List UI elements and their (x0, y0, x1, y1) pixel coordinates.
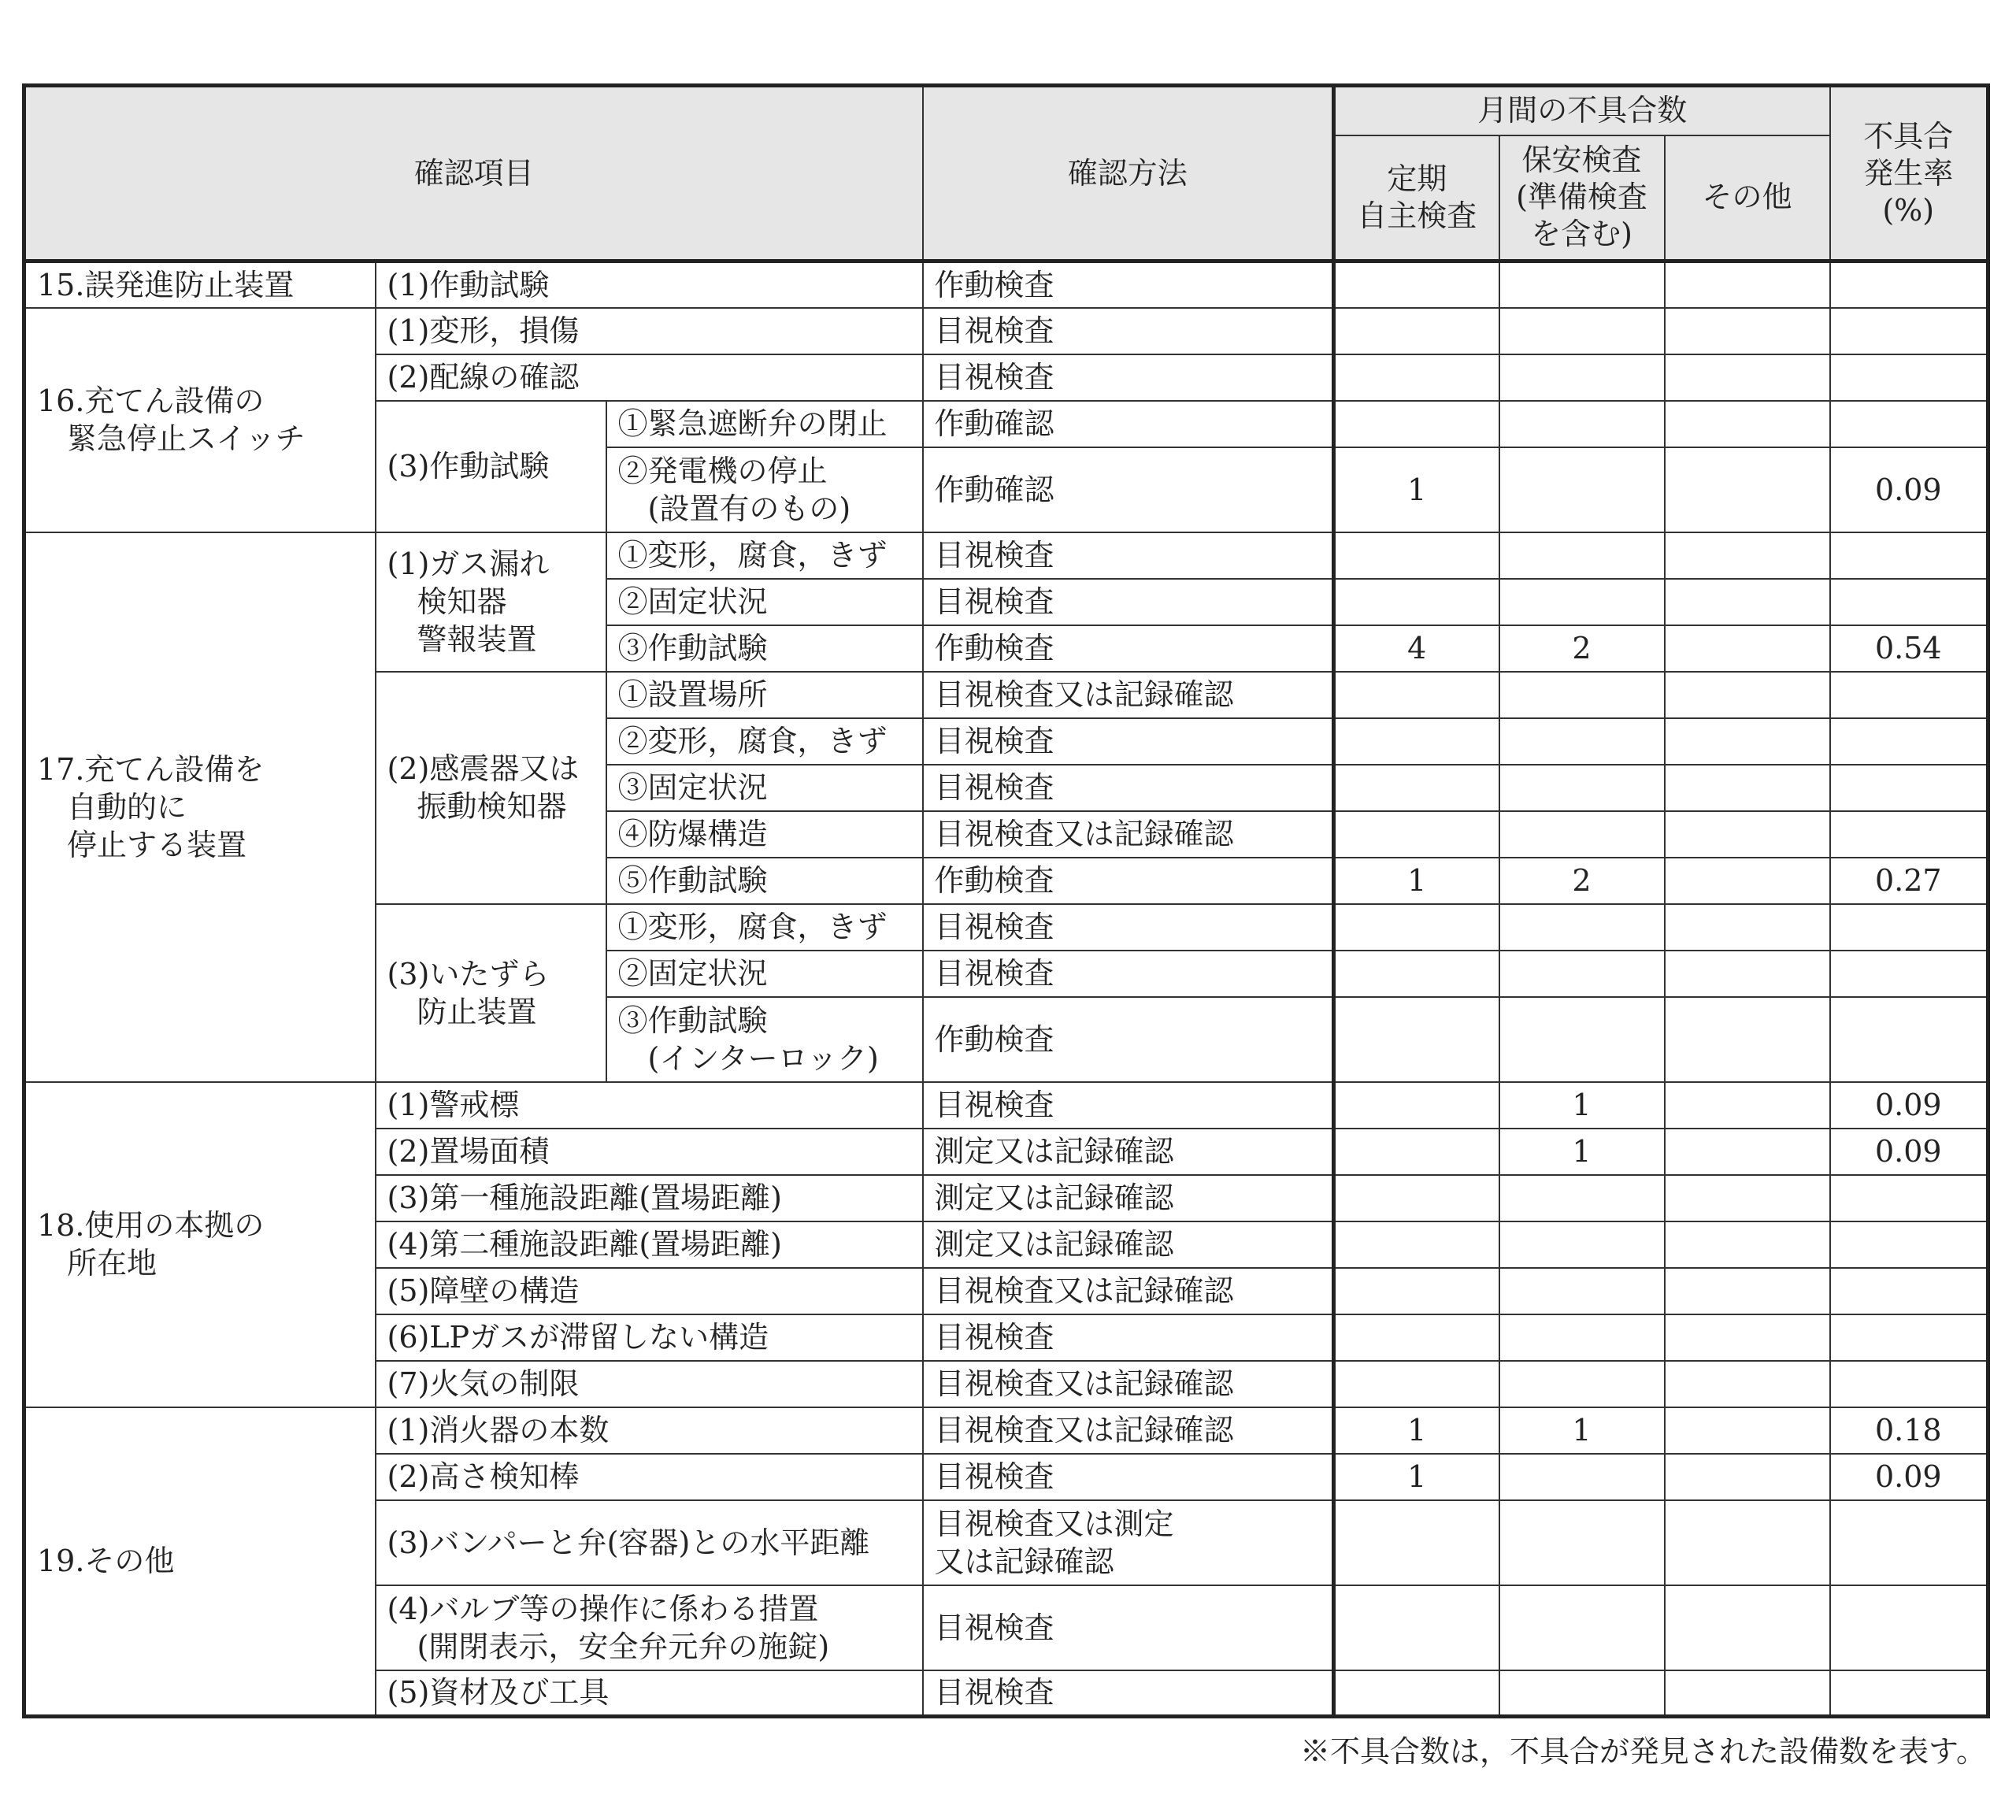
periodic-count (1334, 1082, 1499, 1129)
mid-item: (3)作動試験 (376, 401, 606, 532)
check-method: 作動検査 (923, 997, 1334, 1082)
mid-item: (2)高さ検知棒 (376, 1454, 923, 1500)
periodic-count (1334, 997, 1499, 1082)
defect-rate: 0.09 (1830, 1082, 1988, 1129)
other-count (1665, 997, 1830, 1082)
minor-item: ①変形，腐食，きず (606, 532, 923, 579)
header-other: その他 (1665, 135, 1830, 261)
defect-rate (1830, 401, 1988, 447)
other-count (1665, 1129, 1830, 1175)
mid-item: (6)LPガスが滞留しない構造 (376, 1314, 923, 1361)
safety-count (1499, 447, 1665, 532)
minor-item: ②固定状況 (606, 579, 923, 625)
major-item: 15.誤発進防止装置 (24, 261, 376, 308)
defect-rate (1830, 1221, 1988, 1268)
other-count (1665, 1221, 1830, 1268)
other-count (1665, 811, 1830, 858)
footnote: ※不具合数は，不具合が発見された設備数を表す。 (1300, 1734, 1986, 1769)
defect-rate (1830, 951, 1988, 997)
periodic-count (1334, 1175, 1499, 1221)
other-count (1665, 718, 1830, 765)
safety-count (1499, 718, 1665, 765)
periodic-count (1334, 811, 1499, 858)
defect-rate (1830, 1361, 1988, 1407)
other-count (1665, 308, 1830, 354)
safety-count (1499, 811, 1665, 858)
mid-item: (3)第一種施設距離(置場距離) (376, 1175, 923, 1221)
periodic-count (1334, 1221, 1499, 1268)
safety-count (1499, 1670, 1665, 1717)
minor-item: ②固定状況 (606, 951, 923, 997)
check-method: 目視検査 (923, 1314, 1334, 1361)
safety-count (1499, 1454, 1665, 1500)
periodic-count (1334, 672, 1499, 718)
defect-rate (1830, 308, 1988, 354)
check-method: 目視検査 (923, 951, 1334, 997)
defect-rate: 0.27 (1830, 858, 1988, 904)
other-count (1665, 1454, 1830, 1500)
mid-item: (1)消火器の本数 (376, 1407, 923, 1454)
other-count (1665, 1407, 1830, 1454)
mid-item: (1)ガス漏れ 検知器 警報装置 (376, 532, 606, 672)
periodic-count: 1 (1334, 1454, 1499, 1500)
check-method: 目視検査 (923, 765, 1334, 811)
mid-item: (5)障壁の構造 (376, 1268, 923, 1314)
defect-rate (1830, 354, 1988, 401)
mid-item: (3)いたずら 防止装置 (376, 904, 606, 1082)
other-count (1665, 401, 1830, 447)
periodic-count (1334, 1361, 1499, 1407)
safety-count (1499, 1585, 1665, 1670)
mid-item: (1)変形，損傷 (376, 308, 923, 354)
check-method: 測定又は記録確認 (923, 1129, 1334, 1175)
check-method: 測定又は記録確認 (923, 1175, 1334, 1221)
safety-count (1499, 1268, 1665, 1314)
safety-count (1499, 261, 1665, 308)
check-method: 目視検査 (923, 1670, 1334, 1717)
mid-item: (1)作動試験 (376, 261, 923, 308)
other-count (1665, 765, 1830, 811)
defect-rate (1830, 904, 1988, 951)
periodic-count (1334, 1129, 1499, 1175)
mid-item: (1)警戒標 (376, 1082, 923, 1129)
periodic-count: 1 (1334, 447, 1499, 532)
check-method: 作動確認 (923, 447, 1334, 532)
periodic-count (1334, 1268, 1499, 1314)
safety-count (1499, 904, 1665, 951)
defect-rate (1830, 579, 1988, 625)
check-method: 目視検査 (923, 718, 1334, 765)
defect-rate (1830, 1175, 1988, 1221)
periodic-count (1334, 401, 1499, 447)
other-count (1665, 1361, 1830, 1407)
mid-item: (2)感震器又は 振動検知器 (376, 672, 606, 904)
check-method: 目視検査又は記録確認 (923, 1268, 1334, 1314)
mid-item: (4)バルブ等の操作に係わる措置 (開閉表示，安全弁元弁の施錠) (376, 1585, 923, 1670)
other-count (1665, 625, 1830, 672)
other-count (1665, 1585, 1830, 1670)
defect-rate (1830, 1500, 1988, 1585)
other-count (1665, 532, 1830, 579)
mid-item: (4)第二種施設距離(置場距離) (376, 1221, 923, 1268)
defect-rate: 0.54 (1830, 625, 1988, 672)
other-count (1665, 1670, 1830, 1717)
defect-rate: 0.09 (1830, 447, 1988, 532)
minor-item: ②変形，腐食，きず (606, 718, 923, 765)
mid-item: (5)資材及び工具 (376, 1670, 923, 1717)
safety-count (1499, 401, 1665, 447)
header-check-method: 確認方法 (923, 86, 1334, 261)
defect-rate (1830, 1585, 1988, 1670)
periodic-count (1334, 1314, 1499, 1361)
periodic-count (1334, 579, 1499, 625)
safety-count: 1 (1499, 1407, 1665, 1454)
defect-rate: 0.18 (1830, 1407, 1988, 1454)
check-method: 作動確認 (923, 401, 1334, 447)
minor-item: ④防爆構造 (606, 811, 923, 858)
minor-item: ⑤作動試験 (606, 858, 923, 904)
safety-count: 2 (1499, 858, 1665, 904)
safety-count: 1 (1499, 1082, 1665, 1129)
defect-rate (1830, 1670, 1988, 1717)
other-count (1665, 1314, 1830, 1361)
check-method: 目視検査 (923, 1454, 1334, 1500)
defect-rate: 0.09 (1830, 1129, 1988, 1175)
safety-count (1499, 1500, 1665, 1585)
periodic-count (1334, 308, 1499, 354)
minor-item: ③作動試験 (606, 625, 923, 672)
check-method: 目視検査又は測定 又は記録確認 (923, 1500, 1334, 1585)
safety-count (1499, 308, 1665, 354)
periodic-count (1334, 951, 1499, 997)
periodic-count (1334, 1500, 1499, 1585)
mid-item: (2)配線の確認 (376, 354, 923, 401)
safety-count (1499, 951, 1665, 997)
major-item: 18.使用の本拠の 所在地 (24, 1082, 376, 1407)
header-rate: 不具合 発生率 (%) (1830, 86, 1988, 261)
minor-item: ①設置場所 (606, 672, 923, 718)
inspection-table (22, 83, 1990, 1718)
periodic-count (1334, 261, 1499, 308)
safety-count: 2 (1499, 625, 1665, 672)
check-method: 作動検査 (923, 858, 1334, 904)
check-method: 作動検査 (923, 261, 1334, 308)
check-method: 目視検査 (923, 1585, 1334, 1670)
mid-item: (7)火気の制限 (376, 1361, 923, 1407)
header-periodic: 定期 自主検査 (1334, 135, 1499, 261)
header-monthly-defects: 月間の不具合数 (1334, 86, 1830, 135)
safety-count (1499, 1175, 1665, 1221)
check-method: 目視検査 (923, 308, 1334, 354)
other-count (1665, 1268, 1830, 1314)
minor-item: ③固定状況 (606, 765, 923, 811)
other-count (1665, 1082, 1830, 1129)
defect-rate (1830, 718, 1988, 765)
other-count (1665, 261, 1830, 308)
other-count (1665, 1500, 1830, 1585)
major-item: 19.その他 (24, 1407, 376, 1717)
other-count (1665, 354, 1830, 401)
other-count (1665, 951, 1830, 997)
safety-count: 1 (1499, 1129, 1665, 1175)
safety-count (1499, 579, 1665, 625)
periodic-count: 1 (1334, 858, 1499, 904)
periodic-count (1334, 1670, 1499, 1717)
defect-rate (1830, 1314, 1988, 1361)
major-item: 16.充てん設備の 緊急停止スイッチ (24, 308, 376, 532)
defect-rate (1830, 261, 1988, 308)
periodic-count (1334, 354, 1499, 401)
header-safety: 保安検査 (準備検査 を含む) (1499, 135, 1665, 261)
mid-item: (3)バンパーと弁(容器)との水平距離 (376, 1500, 923, 1585)
safety-count (1499, 354, 1665, 401)
periodic-count (1334, 904, 1499, 951)
header-check-item: 確認項目 (24, 86, 923, 261)
safety-count (1499, 1221, 1665, 1268)
check-method: 目視検査又は記録確認 (923, 672, 1334, 718)
other-count (1665, 904, 1830, 951)
periodic-count (1334, 1585, 1499, 1670)
check-method: 作動検査 (923, 625, 1334, 672)
check-method: 目視検査又は記録確認 (923, 1361, 1334, 1407)
other-count (1665, 447, 1830, 532)
defect-rate (1830, 532, 1988, 579)
periodic-count (1334, 718, 1499, 765)
safety-count (1499, 1361, 1665, 1407)
minor-item: ②発電機の停止 (設置有のもの) (606, 447, 923, 532)
defect-rate: 0.09 (1830, 1454, 1988, 1500)
defect-rate (1830, 997, 1988, 1082)
safety-count (1499, 1314, 1665, 1361)
periodic-count: 4 (1334, 625, 1499, 672)
safety-count (1499, 532, 1665, 579)
check-method: 目視検査 (923, 1082, 1334, 1129)
periodic-count (1334, 765, 1499, 811)
defect-rate (1830, 672, 1988, 718)
check-method: 目視検査 (923, 354, 1334, 401)
other-count (1665, 1175, 1830, 1221)
minor-item: ①変形，腐食，きず (606, 904, 923, 951)
minor-item: ①緊急遮断弁の閉止 (606, 401, 923, 447)
safety-count (1499, 765, 1665, 811)
safety-count (1499, 997, 1665, 1082)
check-method: 測定又は記録確認 (923, 1221, 1334, 1268)
check-method: 目視検査 (923, 579, 1334, 625)
check-method: 目視検査 (923, 532, 1334, 579)
periodic-count (1334, 532, 1499, 579)
safety-count (1499, 672, 1665, 718)
periodic-count: 1 (1334, 1407, 1499, 1454)
other-count (1665, 579, 1830, 625)
check-method: 目視検査又は記録確認 (923, 811, 1334, 858)
other-count (1665, 672, 1830, 718)
defect-rate (1830, 765, 1988, 811)
defect-rate (1830, 811, 1988, 858)
mid-item: (2)置場面積 (376, 1129, 923, 1175)
other-count (1665, 858, 1830, 904)
check-method: 目視検査又は記録確認 (923, 1407, 1334, 1454)
major-item: 17.充てん設備を 自動的に 停止する装置 (24, 532, 376, 1082)
defect-rate (1830, 1268, 1988, 1314)
check-method: 目視検査 (923, 904, 1334, 951)
minor-item: ③作動試験 (インターロック) (606, 997, 923, 1082)
